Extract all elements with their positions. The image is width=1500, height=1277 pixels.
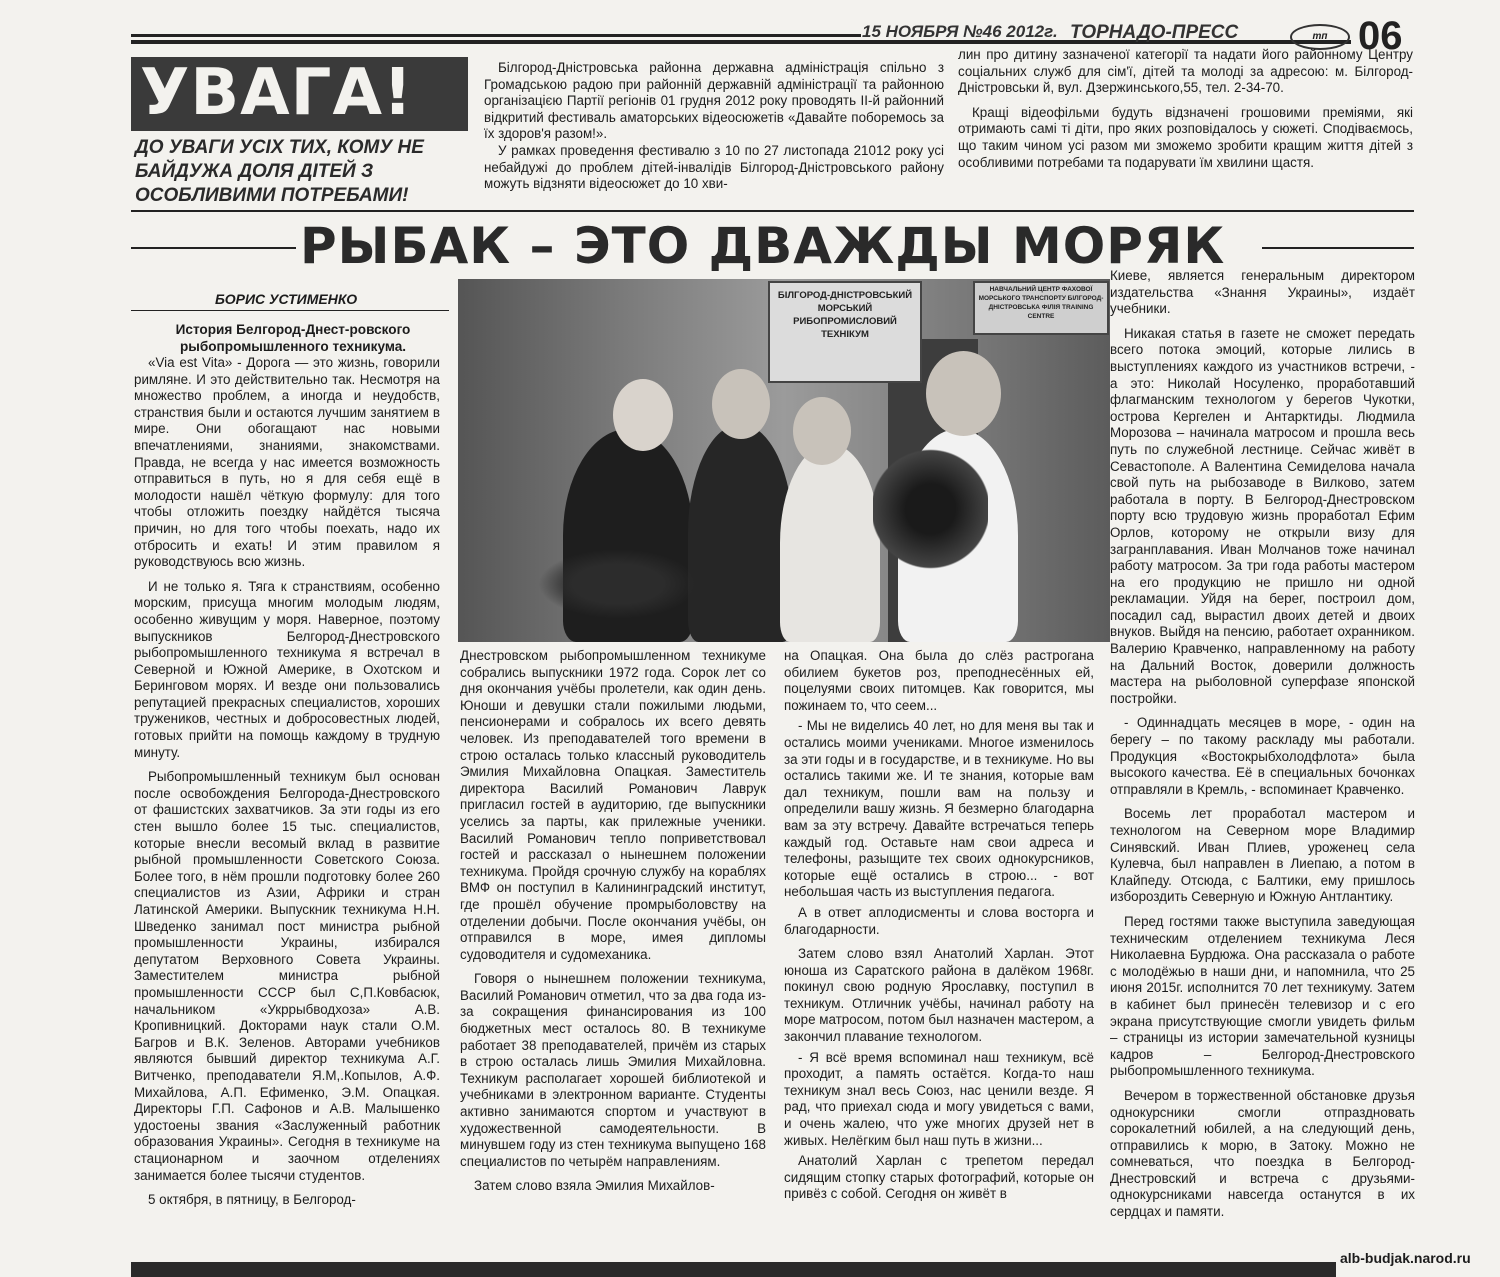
article-paragraph: Затем слово взял Анатолий Харлан. Этот юноша из Саратского района в далёком 1968г. покинул свою родную Ярославку, поступил в техникум. Отличник учёбы, начинал работу на море матросом, потом был назначен мастером, а закончил плавание технологом.: [784, 946, 1094, 1045]
person-man-center: [688, 424, 793, 642]
byline-rule: [131, 310, 449, 311]
article-paragraph: Никакая статья в газете не сможет передать всего потока эмоций, которые лились в выступлениях каждого из участников встречи, - а это: Николай Носуленко, проработавший флагманским технологом у берегов Чукотки, острова Кергелен и Антарктиды. Людмила Морозова – начинала матросом и прошла весь путь по служебной лестнице. Сейчас живёт в Севастополе. А Валентина Семиделова начала свой путь на рыбозаводе в Вилково, затем работала в порту. В Белгород-Днестровском порту всю трудовую жизнь проработал Ефим Орлов, которому не открыли визу для загранплавания. Иван Молчанов тоже начинал работу матросом. За три года работы мастером на его продукцию не пришло ни одной рекламации. Уйдя на берег, построил дом, посадил сад, вырастил двоих детей и двоих внуков. Выйдя на пенсию, работает охранником. Валерию Кравченко, направленному на работу на Дальний Восток, доверили должность мастера на рыболовной суперфазе японской постройки.: [1110, 325, 1415, 706]
person-woman-left-head: [613, 379, 673, 451]
article-paragraph: - Я всё время вспоминал наш техникум, всё проходит, а память остаётся. Когда-то наш техникум знал весь Союз, нас ценили везде. Я рад, что приехал сюда и могу увидеться с вами, и очень жалею, что уже многих друзей нет в живых. Нелёгким был наш путь в жизни...: [784, 1049, 1094, 1148]
notice-subtitle: ДО УВАГИ УСІХ ТИХ, КОМУ НЕ БАЙДУЖА ДОЛЯ ДІТЕЙ З ОСОБЛИВИМИ ПОТРЕБАМИ!: [135, 137, 424, 206]
flower-bouquet-left: [538, 549, 698, 619]
article-paragraph: Говоря о нынешнем положении техникума, Василий Романович отметил, что за два года из-за сокращения финансирования из 100 бюджетных мест осталось 80. В техникуме работает 38 преподавателей, причём из старых в строю осталась лишь Эмилия Михайловна. Техникум располагает хорошей библиотекой и учебниками в электронном варианте. Студенты активно занимаются спортом и участвуют в художественной самодеятельности. В минувшем году из стен техникума выпущено 168 специалистов по четырём направлениям.: [460, 971, 766, 1169]
issue-date: 15 НОЯБРЯ №46 2012г.: [862, 22, 1058, 41]
newspaper-name: ТОРНАДО-ПРЕСС: [1070, 22, 1239, 43]
person-man-right-head: [926, 351, 1001, 436]
newspaper-logo: тп: [1290, 24, 1350, 50]
article-column-4: [1110, 268, 1415, 1258]
flower-bouquet-right: [873, 449, 988, 569]
masthead-rule-top: [131, 34, 861, 37]
article-paragraph: 5 октября, в пятницу, в Белгород-: [148, 1192, 356, 1208]
person-woman-right: [780, 444, 880, 642]
article-paragraph: Затем слово взяла Эмилия Михайлов-: [474, 1178, 715, 1194]
notice-column-2: [958, 47, 1413, 207]
training-centre-sign: НАВЧАЛЬНИЙ ЦЕНТР ФАХОВОЇ МОРСЬКОГО ТРАНСПОРТУ БІЛГОРОД-ДНІСТРОВСЬКА ФІЛІЯ TRAINING CENTRE: [973, 281, 1109, 335]
article-paragraph: Рыбопромышленный техникум был основан после освобождения Белгорода-Днестровского от фашистских захватчиков. За эти годы из его стен вышло более 15 тыс. специалистов, которые внесли весомый вклад в развитие рыбной промышленности Советского Союза. Более того, в нём прошли подготовку более 260 специалистов из Азии, Африки и стран Латинской Америки. Выпускник техникума Н.Н. Шведенко занимал пост министра рыбной промышленности Украины, избирался депутатом Верховного Совета Украины. Заместителем министра рыбной промышленности СССР был С,П.Ковбасюк, начальником «Укррыбводхоза» А.В. Кропивницкий. Докторами наук стали О.М. Багров и В.К. Зеленов. Авторами учебников являются бывший директор техникума А.Г. Витченко, преподаватели Я.М,.Копылов, А.Ф. Михайлова, А.П. Ефименко, Э.М. Опацкая. Директоры Г.П. Сафонов и А.В. Малышенко удостоены звания «Заслуженный работник образования Украины». Сегодня в техникуме на стационарном и заочном отделениях занимается более тысячи студентов.: [134, 769, 440, 1183]
article-paragraph: Анатолий Харлан с трепетом передал сидящим стопку старых фотографий, которые он привёз с собой. Сегодня он живёт в: [784, 1153, 1094, 1202]
page-number: 06: [1358, 14, 1403, 58]
headline-rule-right: [1262, 247, 1414, 249]
article-paragraph: - Мы не виделись 40 лет, но для меня вы так и остались моими учениками. Многое изменилось за эти годы и в государстве, и в техникуме. Но вы остались такими же. И те знания, которые вам дал техникум, пошли вам на пользу и определили вашу жизнь. Я безмерно благодарна вам за эту встречу. Давайте встречаться теперь каждый год. Оставьте нам свои адреса и телефоны, разыщите тех своих однокурсников, которые ещё остались в строю... - вот небольшая часть из выступления педагога.: [784, 718, 1094, 900]
article-photo: [458, 279, 1110, 642]
article-paragraph: на Опацкая. Она была до слёз растрогана обилием букетов роз, преподнесённых ей, поцелуями своих питомцев. Как говорится, мы пожинаем то, что сеем...: [784, 648, 1094, 713]
article-paragraph: И не только я. Тяга к странствиям, особенно морским, присуща многим молодым людям, особенно живущим у моря. Наверное, поэтому выпускников Белгород-Днестровского рыбопромышленного техникума я встречал в Северной и Южной Америке, в Охотском и Беринговом морях. И везде они пользовались репутацией прекрасных специалистов, хороших тружеников, честных и добросовестных людей, готовых прийти на помощь каждому в трудную минуту.: [134, 578, 440, 760]
article-column-3: [784, 648, 1094, 1258]
person-woman-right-head: [793, 397, 851, 465]
article-paragraph: «Via est Vita» - Дорога — это жизнь, говорили римляне. И это действительно так. Несмотря на множество проблем, а иногда и неудобств, странствия были и остаются лучшим занятием в мире. Они обогащают нас новыми впечатлениями, знаниями, знакомствами. Правда, не всегда у нас имеется возможность отправиться в путь, но я для себя ещё в молодости нашёл чёткую формулу: для того чтобы отложить поездку найдётся тысяча причин, но для того чтобы поехать, надо их отбросить и ехать! И этим правилом я руководствуюсь всю жизнь.: [134, 355, 440, 570]
notice-title: УВАГА!: [140, 56, 414, 130]
article-column-2: [460, 648, 766, 1258]
article-column-1: [134, 355, 440, 1258]
footer-cut-headline-bar: [131, 1262, 1336, 1277]
headline-rule-left: [131, 247, 296, 249]
article-headline: РЫБАК – ЭТО ДВАЖДЫ МОРЯК: [300, 217, 1226, 275]
article-paragraph: Восемь лет проработал мастером и технологом на Северном море Владимир Синявский. Иван Плиев, уроженец села Кулевча, был направлен в Лиепаю, а потом в Клайпеду. Отсюда, с Балтики, ему пришлось избороздить Северную и Южную Антлантику.: [1110, 806, 1415, 905]
source-url: alb-budjak.narod.ru: [1340, 1250, 1471, 1266]
person-man-center-head: [712, 369, 770, 439]
technikum-sign: БІЛГОРОД-ДНІСТРОВСЬКИЙ МОРСЬКИЙ РИБОПРОМИСЛОВИЙ ТЕХНІКУМ: [768, 281, 922, 383]
article-paragraph: Днестровском рыбопромышленном техникуме собрались выпускники 1972 года. Сорок лет со дня окончания учёбы пролетели, как один день. Юноши и девушки стали пожилыми людьми, пенсионерами и собралось их всего девять человек. Из преподавателей того времени в строю осталась только классный руководитель Эмилия Михайловна Опацкая. Заместитель директора Василий Романович Лаврук пригласил гостей в аудиторию, где выпускники уселись за парты, как прилежные ученики. Василий Романович тепло поприветствовал гостей и рассказал о нынешнем положении техникума. Пройдя срочную службу на кораблях ВМФ он поступил в Калининградский институт, где прошёл обучение промрыболовству на отделении добычи. После окончания учёбы, он отправился в море, имея дипломы судоводителя и судомеханика.: [460, 648, 766, 962]
article-paragraph: Перед гостями также выступила заведующая техническим отделением техникума Леся Николаевна Бурдюжа. Она рассказала о работе с молодёжью в наши дни, и напомнила, что 25 июня 2015г. исполнится 70 лет техникуму. Затем в кабинет был принесён телевизор и с его экрана присутствующие смогли увидеть фильм – страницы из истории замечательной кузницы кадров – Белгород-Днестровского рыбопромышленного техникума.: [1110, 913, 1415, 1079]
article-paragraph: Вечером в торжественной обстановке друзья однокурсники смогли отпраздновать сорокалетний юбилей, а на следующий день, отправились к морю, в Затоку. Можно не сомневаться, что поездка в Белгород-Днестровский и встреча с друзьями-однокурсниками навсегда останутся в их сердцах и памяти.: [1110, 1087, 1415, 1220]
notice-divider: [131, 210, 1414, 212]
notice-paragraph: Кращі відеофільми будуть відзначені грошовими преміями, які отримають самі ті діти, про яких розповідалось у сюжеті. Сподіваємось, що таким чином усі разом ми зможемо зробити кращим життя дітей з особливими потребами та подарувати їм хвилини щастя.: [958, 104, 1413, 170]
article-paragraph: - Одиннадцать месяцев в море, - один на берегу – по такому раскладу мы работали. Продукция «Востокрыбхолодфлота» была высокого качества. Её в специальных бочонках отправляли в Кремль, - вспоминает Кравченко.: [1110, 715, 1415, 797]
article-paragraph: А в ответ аплодисменты и слова восторга и благодарности.: [784, 904, 1094, 937]
notice-paragraph: У рамках проведення фестивалю з 10 по 27 листопада 21012 року усі небайдужі до проблем дітей-інвалідів Білгород-Дністровського району можуть відзняти відеосюжет до 10 хви-: [484, 142, 944, 192]
notice-paragraph: лин про дитину зазначеної категорії та надати його районному Центру соціальних служб для сім'ї, дітей та молоді за адресою: м. Білгород-Дністровськи й, вул. Дзержинського,55, тел. 2-34-70.: [958, 47, 1413, 96]
notice-column-1: [484, 60, 944, 208]
article-byline: БОРИС УСТИМЕНКО: [215, 291, 358, 307]
article-paragraph: Киеве, является генеральным директором издательства «Знання Украины», издаёт учебники.: [1110, 268, 1415, 317]
notice-paragraph: Білгород-Дністровська районна державна адміністрація спільно з Громадською радою при районній державній адміністрації та районною організацією Партії регіонів 01 грудня 2012 року проводять ІІ-й районний відкритий фестиваль аматорських відеосюжетів «Давайте поборемось за їх здоров'я разом!».: [484, 60, 944, 142]
article-lead: История Белгород-Днест-ровского рыбопромышленного техникума.: [175, 322, 411, 354]
